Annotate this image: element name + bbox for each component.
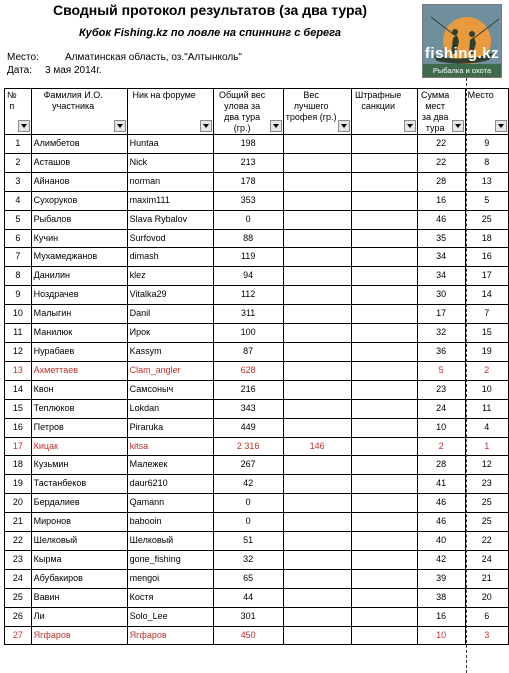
cell-nick: Kassym (127, 342, 213, 361)
cell-best-trophy (283, 153, 351, 172)
cell-place: 5 (465, 191, 508, 210)
cell-name: Айнанов (31, 172, 127, 191)
cell-total-weight: 65 (213, 569, 283, 588)
cell-penalty (351, 399, 417, 418)
table-row (5, 342, 509, 361)
cell-place: 10 (465, 380, 508, 399)
cell-place-sum: 5 (417, 361, 465, 380)
date-value: 3 мая 2014г. (45, 65, 102, 76)
cell-total-weight: 88 (213, 229, 283, 248)
cell-best-trophy (283, 399, 351, 418)
header-place: Место (465, 89, 508, 135)
filter-dropdown-icon[interactable] (114, 120, 126, 132)
cell-nick: klez (127, 267, 213, 286)
filter-dropdown-icon[interactable] (338, 120, 350, 132)
cell-place: 16 (465, 248, 508, 267)
table-row (5, 626, 509, 645)
table-row (5, 569, 509, 588)
cell-name: Абубакиров (31, 569, 127, 588)
cell-total-weight: 112 (213, 286, 283, 305)
cell-number: 23 (5, 550, 32, 569)
cell-number: 3 (5, 172, 32, 191)
table-row (5, 267, 509, 286)
cell-place: 6 (465, 607, 508, 626)
cell-best-trophy (283, 569, 351, 588)
page-subtitle: Кубок Fishing.kz по ловле на спиннинг с берега (78, 27, 342, 39)
cell-place: 15 (465, 324, 508, 343)
cell-nick: Ирок (127, 324, 213, 343)
cell-number: 26 (5, 607, 32, 626)
cell-place: 8 (465, 153, 508, 172)
cell-nick: Clam_angler (127, 361, 213, 380)
cell-name: Кицак (31, 437, 127, 456)
cell-nick: gone_fishing (127, 550, 213, 569)
cell-total-weight: 0 (213, 494, 283, 513)
cell-penalty (351, 267, 417, 286)
cell-name: Шелковый (31, 532, 127, 551)
cell-number: 6 (5, 229, 32, 248)
cell-penalty (351, 135, 417, 154)
cell-penalty (351, 607, 417, 626)
cell-penalty (351, 532, 417, 551)
cell-number: 11 (5, 324, 32, 343)
cell-name: Манилюк (31, 324, 127, 343)
cell-place: 4 (465, 418, 508, 437)
cell-name: Кучин (31, 229, 127, 248)
table-row (5, 418, 509, 437)
cell-name: Миронов (31, 513, 127, 532)
cell-penalty (351, 626, 417, 645)
cell-penalty (351, 361, 417, 380)
cell-total-weight: 198 (213, 135, 283, 154)
cell-place-sum: 46 (417, 513, 465, 532)
cell-penalty (351, 248, 417, 267)
cell-place-sum: 32 (417, 324, 465, 343)
header-number: № п (5, 89, 32, 135)
cell-place-sum: 28 (417, 456, 465, 475)
cell-total-weight: 94 (213, 267, 283, 286)
cell-place-sum: 28 (417, 172, 465, 191)
cell-number: 7 (5, 248, 32, 267)
cell-place: 18 (465, 229, 508, 248)
cell-name: Малыгин (31, 305, 127, 324)
table-row (5, 172, 509, 191)
cell-total-weight: 267 (213, 456, 283, 475)
results-body (5, 135, 509, 645)
cell-best-trophy (283, 324, 351, 343)
cell-penalty (351, 324, 417, 343)
cell-name: Петров (31, 418, 127, 437)
cell-place-sum: 30 (417, 286, 465, 305)
cell-best-trophy (283, 418, 351, 437)
cell-number: 12 (5, 342, 32, 361)
cell-number: 10 (5, 305, 32, 324)
cell-best-trophy (283, 532, 351, 551)
table-row (5, 135, 509, 154)
table-row (5, 248, 509, 267)
cell-best-trophy (283, 342, 351, 361)
cell-name: Ахметтаев (31, 361, 127, 380)
cell-best-trophy (283, 626, 351, 645)
cell-total-weight: 0 (213, 210, 283, 229)
cell-place-sum: 38 (417, 588, 465, 607)
cell-nick: Lokdan (127, 399, 213, 418)
cell-place-sum: 16 (417, 607, 465, 626)
cell-place: 2 (465, 361, 508, 380)
cell-name: Ягфаров (31, 626, 127, 645)
cell-nick: Huntaa (127, 135, 213, 154)
cell-number: 24 (5, 569, 32, 588)
cell-place-sum: 16 (417, 191, 465, 210)
cell-name: Теплюков (31, 399, 127, 418)
table-row (5, 153, 509, 172)
cell-best-trophy (283, 286, 351, 305)
fishing-kz-logo (422, 4, 502, 78)
cell-best-trophy (283, 380, 351, 399)
cell-total-weight: 311 (213, 305, 283, 324)
table-header-row (5, 89, 509, 135)
cell-place: 21 (465, 569, 508, 588)
cell-place: 12 (465, 456, 508, 475)
cell-nick: Slava Rybalov (127, 210, 213, 229)
page-title: Сводный протокол результатов (за два тура) (52, 2, 368, 18)
cell-total-weight: 87 (213, 342, 283, 361)
table-row (5, 588, 509, 607)
cell-place-sum: 2 (417, 437, 465, 456)
cell-best-trophy (283, 607, 351, 626)
cell-total-weight: 42 (213, 475, 283, 494)
cell-penalty (351, 172, 417, 191)
filter-dropdown-icon[interactable] (200, 120, 212, 132)
table-row (5, 475, 509, 494)
cell-place-sum: 36 (417, 342, 465, 361)
cell-name: Кузьмин (31, 456, 127, 475)
cell-place: 1 (465, 437, 508, 456)
cell-number: 18 (5, 456, 32, 475)
cell-name: Тастанбеков (31, 475, 127, 494)
cell-total-weight: 353 (213, 191, 283, 210)
cell-number: 5 (5, 210, 32, 229)
cell-number: 27 (5, 626, 32, 645)
cell-place-sum: 34 (417, 248, 465, 267)
cell-name: Сухоруков (31, 191, 127, 210)
cell-best-trophy (283, 475, 351, 494)
cell-place-sum: 40 (417, 532, 465, 551)
cell-number: 13 (5, 361, 32, 380)
table-row (5, 305, 509, 324)
cell-nick: Piraruka (127, 418, 213, 437)
cell-name: Асташов (31, 153, 127, 172)
cell-total-weight: 32 (213, 550, 283, 569)
cell-best-trophy (283, 191, 351, 210)
cell-place-sum: 17 (417, 305, 465, 324)
cell-penalty (351, 342, 417, 361)
cell-best-trophy (283, 210, 351, 229)
cell-total-weight: 301 (213, 607, 283, 626)
cell-number: 4 (5, 191, 32, 210)
cell-place-sum: 35 (417, 229, 465, 248)
cell-place: 7 (465, 305, 508, 324)
cell-best-trophy (283, 588, 351, 607)
table-row (5, 532, 509, 551)
table-row (5, 456, 509, 475)
cell-nick: Surfovod (127, 229, 213, 248)
cell-penalty (351, 191, 417, 210)
cell-number: 1 (5, 135, 32, 154)
cell-name: Алимбетов (31, 135, 127, 154)
cell-penalty (351, 475, 417, 494)
cell-total-weight: 178 (213, 172, 283, 191)
cell-total-weight: 216 (213, 380, 283, 399)
cell-place: 23 (465, 475, 508, 494)
cell-penalty (351, 513, 417, 532)
cell-total-weight: 628 (213, 361, 283, 380)
header-best-trophy: Вес лучшего трофея (гр.) (283, 89, 351, 135)
cell-penalty (351, 550, 417, 569)
cell-place: 24 (465, 550, 508, 569)
cell-penalty (351, 305, 417, 324)
cell-number: 2 (5, 153, 32, 172)
place-label: Место: (7, 52, 39, 63)
cell-total-weight: 100 (213, 324, 283, 343)
cell-place-sum: 46 (417, 210, 465, 229)
cell-number: 16 (5, 418, 32, 437)
cell-best-trophy (283, 135, 351, 154)
results-table (4, 88, 509, 645)
table-row (5, 513, 509, 532)
table-row (5, 550, 509, 569)
cell-place: 11 (465, 399, 508, 418)
cell-total-weight: 119 (213, 248, 283, 267)
cell-nick: kitsa (127, 437, 213, 456)
cell-penalty (351, 569, 417, 588)
cell-number: 17 (5, 437, 32, 456)
cell-number: 15 (5, 399, 32, 418)
cell-place-sum: 34 (417, 267, 465, 286)
cell-total-weight: 44 (213, 588, 283, 607)
cell-nick: dimash (127, 248, 213, 267)
cell-nick: Solo_Lee (127, 607, 213, 626)
cell-penalty (351, 456, 417, 475)
cell-place-sum: 22 (417, 135, 465, 154)
logo-tagline: Рыбалка и охота (423, 64, 501, 77)
cell-place: 9 (465, 135, 508, 154)
cell-number: 8 (5, 267, 32, 286)
cell-total-weight: 213 (213, 153, 283, 172)
cell-best-trophy (283, 513, 351, 532)
table-row (5, 324, 509, 343)
cell-best-trophy (283, 172, 351, 191)
cell-nick: Nick (127, 153, 213, 172)
cell-place: 13 (465, 172, 508, 191)
cell-number: 19 (5, 475, 32, 494)
cell-best-trophy (283, 456, 351, 475)
cell-place: 17 (465, 267, 508, 286)
cell-name: Бердалиев (31, 494, 127, 513)
page-break-line (466, 78, 467, 673)
cell-penalty (351, 380, 417, 399)
cell-best-trophy (283, 550, 351, 569)
cell-best-trophy (283, 305, 351, 324)
place-value: Алматинская область, оз."Алтынколь" (65, 52, 242, 63)
cell-place: 14 (465, 286, 508, 305)
header-name: Фамилия И.О. участника (31, 89, 127, 135)
cell-total-weight: 0 (213, 513, 283, 532)
cell-name: Кырма (31, 550, 127, 569)
cell-total-weight: 449 (213, 418, 283, 437)
cell-penalty (351, 418, 417, 437)
cell-place: 22 (465, 532, 508, 551)
cell-name: Рыбалов (31, 210, 127, 229)
cell-number: 21 (5, 513, 32, 532)
table-row (5, 191, 509, 210)
cell-name: Ноздрачев (31, 286, 127, 305)
header-place-sum: Сумма мест за два тура (417, 89, 465, 135)
cell-nick: babooin (127, 513, 213, 532)
cell-name: Вавин (31, 588, 127, 607)
cell-nick: Ягфаров (127, 626, 213, 645)
cell-nick: Qamann (127, 494, 213, 513)
cell-best-trophy: 146 (283, 437, 351, 456)
cell-number: 14 (5, 380, 32, 399)
cell-nick: Danil (127, 305, 213, 324)
cell-best-trophy (283, 267, 351, 286)
cell-nick: mengoi (127, 569, 213, 588)
filter-dropdown-icon[interactable] (270, 120, 282, 132)
cell-name: Нурабаев (31, 342, 127, 361)
cell-total-weight: 450 (213, 626, 283, 645)
cell-place: 20 (465, 588, 508, 607)
cell-place-sum: 22 (417, 153, 465, 172)
cell-nick: Самсоныч (127, 380, 213, 399)
cell-best-trophy (283, 494, 351, 513)
cell-name: Данилин (31, 267, 127, 286)
table-row (5, 286, 509, 305)
cell-best-trophy (283, 229, 351, 248)
cell-best-trophy (283, 361, 351, 380)
cell-nick: maxim111 (127, 191, 213, 210)
table-row (5, 494, 509, 513)
cell-name: Ли (31, 607, 127, 626)
filter-dropdown-icon[interactable] (495, 120, 507, 132)
cell-number: 22 (5, 532, 32, 551)
cell-best-trophy (283, 248, 351, 267)
cell-total-weight: 51 (213, 532, 283, 551)
cell-penalty (351, 494, 417, 513)
cell-place: 25 (465, 513, 508, 532)
header-penalties: Штрафные санкции (351, 89, 417, 135)
cell-nick: daur6210 (127, 475, 213, 494)
cell-penalty (351, 588, 417, 607)
cell-nick: Малежек (127, 456, 213, 475)
cell-place-sum: 10 (417, 626, 465, 645)
filter-dropdown-icon[interactable] (452, 120, 464, 132)
filter-dropdown-icon[interactable] (18, 120, 30, 132)
cell-nick: norman (127, 172, 213, 191)
logo-brand: fishing.kz (424, 45, 500, 62)
table-row (5, 210, 509, 229)
cell-place-sum: 42 (417, 550, 465, 569)
cell-place-sum: 46 (417, 494, 465, 513)
cell-nick: Шелковый (127, 532, 213, 551)
cell-name: Мухамеджанов (31, 248, 127, 267)
cell-number: 25 (5, 588, 32, 607)
table-row (5, 399, 509, 418)
cell-place-sum: 39 (417, 569, 465, 588)
cell-penalty (351, 286, 417, 305)
cell-place-sum: 23 (417, 380, 465, 399)
table-row (5, 361, 509, 380)
table-row (5, 437, 509, 456)
filter-dropdown-icon[interactable] (404, 120, 416, 132)
cell-place: 3 (465, 626, 508, 645)
cell-place-sum: 24 (417, 399, 465, 418)
date-label: Дата: (7, 65, 32, 76)
cell-penalty (351, 229, 417, 248)
cell-place-sum: 41 (417, 475, 465, 494)
cell-penalty (351, 153, 417, 172)
cell-place: 25 (465, 494, 508, 513)
table-row (5, 607, 509, 626)
cell-nick: Костя (127, 588, 213, 607)
header-nick: Ник на форуме (127, 89, 213, 135)
cell-nick: Vitalka29 (127, 286, 213, 305)
table-row (5, 380, 509, 399)
cell-total-weight: 343 (213, 399, 283, 418)
header-total-weight: Общий вес улова за два тура (гр.) (213, 89, 283, 135)
table-row (5, 229, 509, 248)
cell-place-sum: 10 (417, 418, 465, 437)
cell-number: 9 (5, 286, 32, 305)
cell-place: 19 (465, 342, 508, 361)
cell-penalty (351, 437, 417, 456)
cell-total-weight: 2 316 (213, 437, 283, 456)
cell-number: 20 (5, 494, 32, 513)
cell-name: Квон (31, 380, 127, 399)
cell-place: 25 (465, 210, 508, 229)
cell-penalty (351, 210, 417, 229)
